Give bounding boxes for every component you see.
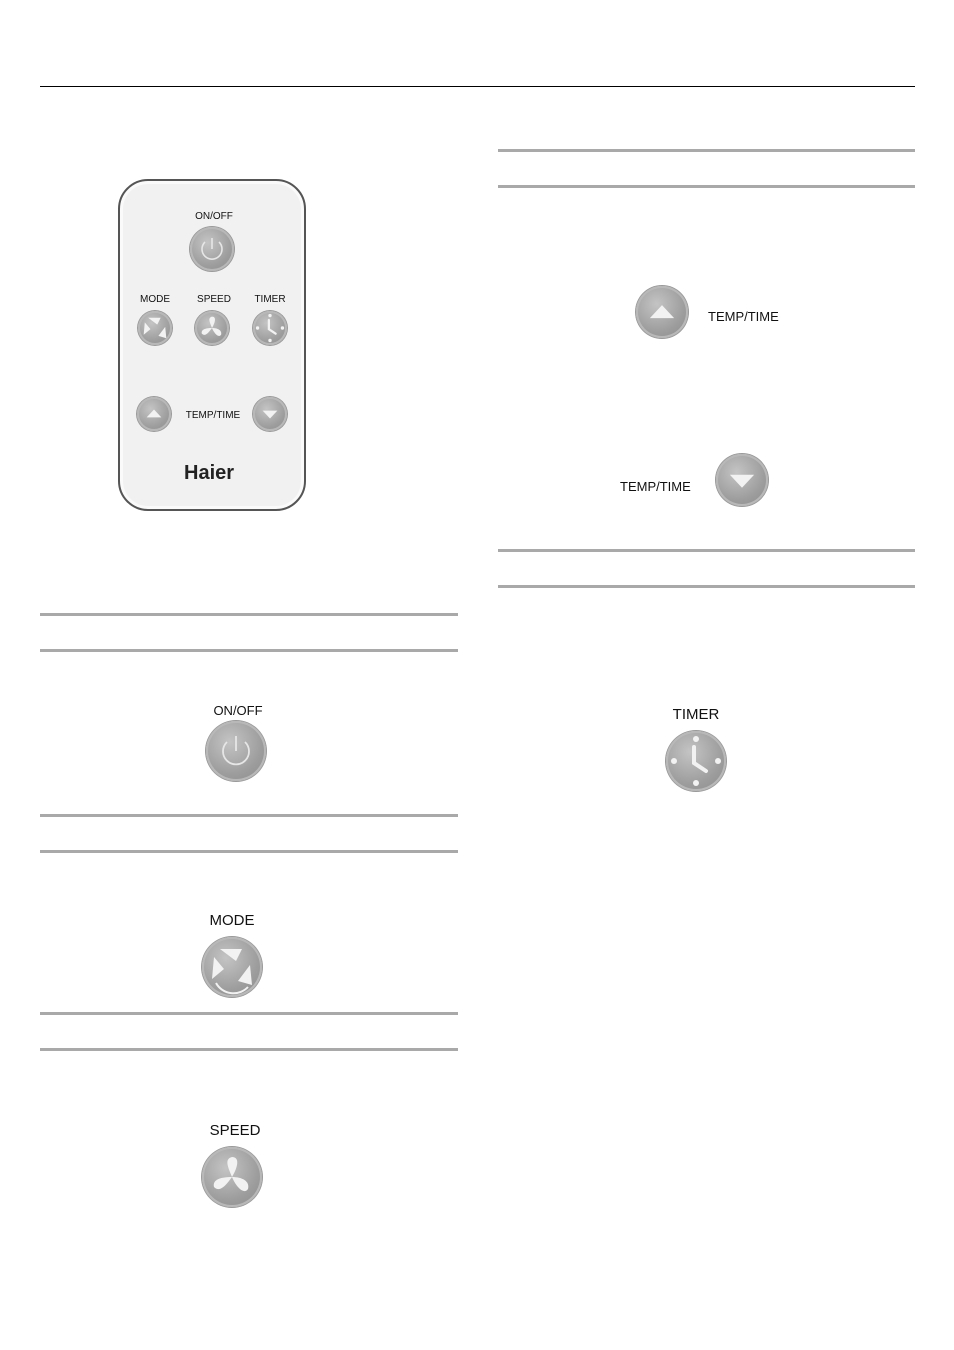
header-rule [40,86,915,87]
section-rule [40,613,458,616]
remote-brand-logo: Haier [184,462,235,484]
remote-speed-button[interactable] [195,311,229,345]
speed-label: SPEED [209,1122,261,1139]
temp-down-button[interactable] [716,454,768,506]
temp-down-label: TEMP/TIME [620,479,691,494]
section-rule [498,149,915,152]
section-rule [40,814,458,817]
mode-button[interactable] [202,937,262,997]
arrow-up-icon [636,286,688,338]
timer-button[interactable] [666,731,726,791]
remote-temp-time-label: TEMP/TIME [185,410,241,421]
arrow-up-icon [137,397,171,431]
temp-up-button[interactable] [636,286,688,338]
section-rule [40,1012,458,1015]
section-rule [40,1048,458,1051]
section-rule [498,185,915,188]
remote-on-off-label: ON/OFF [195,211,233,222]
on-off-label: ON/OFF [213,703,263,718]
power-icon [190,227,234,271]
on-off-button[interactable] [206,721,266,781]
arrow-down-icon [253,397,287,431]
section-rule [40,649,458,652]
mode-label: MODE [209,912,255,929]
mode-icon [202,937,262,997]
remote-temp-up-button[interactable] [137,397,171,431]
remote-speed-label: SPEED [197,294,231,305]
section-rule [498,549,915,552]
fan-icon [202,1147,262,1207]
fan-icon [195,311,229,345]
remote-temp-down-button[interactable] [253,397,287,431]
mode-icon [138,311,172,345]
clock-icon [666,731,726,791]
remote-timer-label: TIMER [254,294,286,305]
section-rule [498,585,915,588]
temp-up-label: TEMP/TIME [708,309,779,324]
speed-button[interactable] [202,1147,262,1207]
power-icon [206,721,266,781]
timer-label: TIMER [672,706,720,723]
remote-timer-button[interactable] [253,311,287,345]
remote-power-button[interactable] [190,227,234,271]
remote-mode-button[interactable] [138,311,172,345]
section-rule [40,850,458,853]
clock-icon [253,311,287,345]
arrow-down-icon [716,454,768,506]
remote-mode-label: MODE [140,294,170,305]
